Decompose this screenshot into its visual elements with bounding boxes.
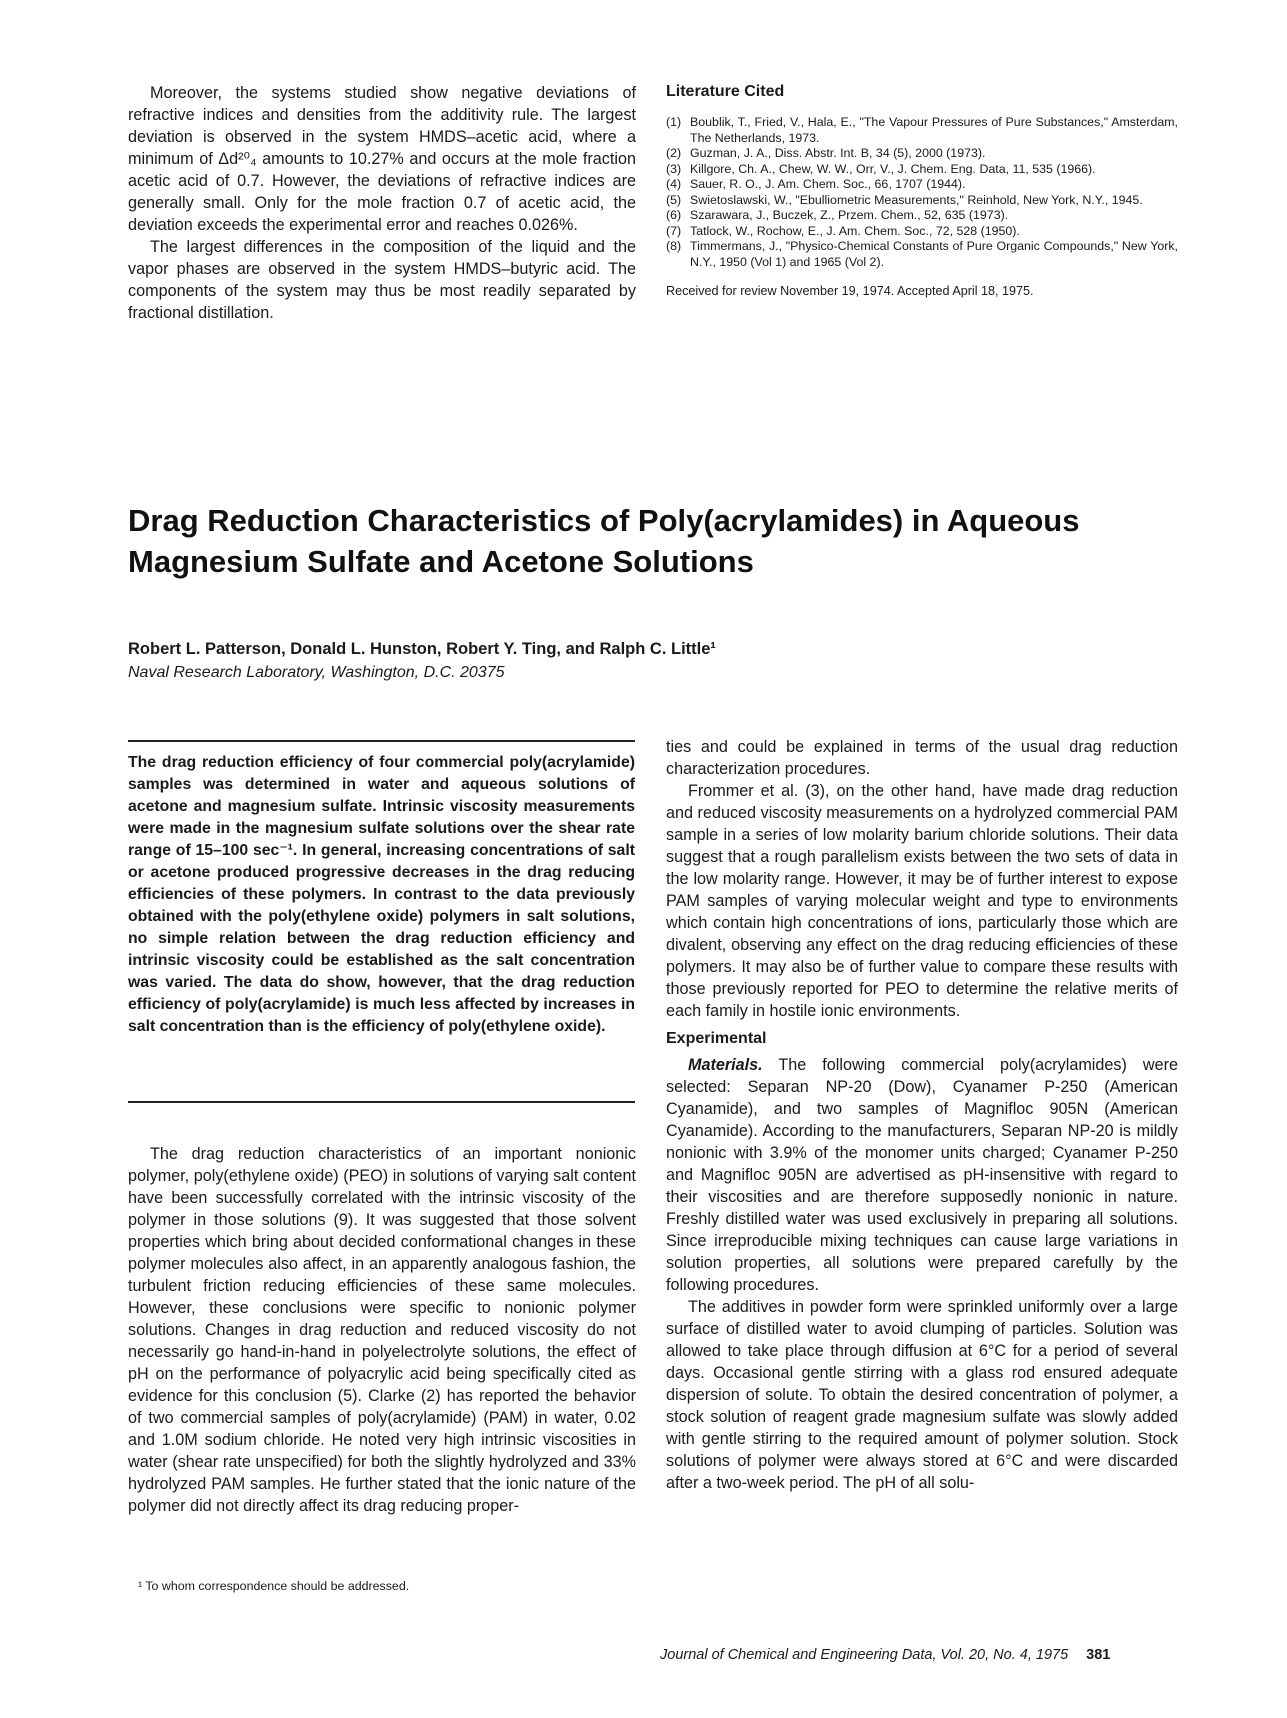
introduction-paragraph: The drag reduction characteristics of an important nonionic polymer, poly(ethylene oxide) (PEO) in solutions of varying salt content have been successfully correlated with the intrinsic viscosity of the polymer in those solutions (9). It was suggested that those solvent properties which bring about decided conformational changes in these polymer molecules also affect, in an apparently analogous fashion, the turbulent friction reducing efficiencies of these same molecules. However, these conclusions were specific to nonionic polymer solutions. Changes in drag reduction and reduced viscosity do not necessarily go hand-in-hand in polyelectrolyte solutions, the effect of pH on the performance of polyacrylic acid being specifically cited as evidence for this conclusion (5). Clarke (2) has reported the behavior of two commercial samples of poly(acrylamide) (PAM) in water, 0.02 and 1.0M sodium chloride. He noted very high intrinsic viscosities in water (shear rate unspecified) for both the slightly hydrolyzed and 33% hydrolyzed PAM samples. He further stated that the ionic nature of the polymer did not directly affect its drag reducing proper- [128,1145,636,1515]
abstract-bottom-rule [128,1101,635,1103]
reference-item: (6) Szarawara, J., Buczek, Z., Przem. Chem., 52, 635 (1973). [666,208,1009,222]
reference-item: (5) Swietoslawski, W., "Ebulliometric Measurements," Reinhold, New York, N.Y., 1945. [666,192,1143,207]
right-column-body [666,736,1178,1494]
previous-article-conclusion [128,82,636,324]
affiliation: Naval Research Laboratory, Washington, D.C. 20375 [128,664,505,681]
paragraph: The largest differences in the composition of the liquid and the vapor phases are observed in the system HMDS–butyric acid. The components of the system may thus be most readily separated by fractional distillation. [128,238,636,322]
paragraph: Frommer et al. (3), on the other hand, have made drag reduction and reduced viscosity measurements on a hydrolyzed commercial PAM sample in a series of low molarity barium chloride solutions. Their data suggest that a rough parallelism exists between the two sets of data in the low molarity range. However, it may be of further interest to expose PAM samples of varying molecular weight and type to environments which contain high concentrations of ions, particularly those which are divalent, observing any effect on the drag reducing efficiencies of these polymers. It may also be of further value to compare these results with those previously reported for PEO to determine the relative merits of each family in hostile ionic environments. [666,782,1178,1020]
reference-item: (3) Killgore, Ch. A., Chew, W. W., Orr, V., J. Chem. Eng. Data, 11, 535 (1966). [666,161,1096,176]
author-list: Robert L. Patterson, Donald L. Hunston, Robert Y. Ting, and Ralph C. Little¹ [128,640,716,658]
footnote: ¹ To whom correspondence should be addressed. [138,1579,410,1593]
received-date: Received for review November 19, 1974. Accepted April 18, 1975. [666,284,1034,298]
page-footer [660,1647,1110,1663]
abstract-top-rule [128,740,635,742]
journal-citation: Journal of Chemical and Engineering Data, Vol. 20, No. 4, 1975 [660,1647,1069,1663]
reference-item: (1) Boublik, T., Fried, V., Hala, E., "The Vapour Pressures of Pure Substances," Amsterdam, The Netherlands, 1973. [666,115,1178,145]
paragraph: ties and could be explained in terms of the usual drag reduction characterization procedures. [666,738,1178,778]
materials-paragraph [666,1054,1178,1296]
materials-text: The following commercial poly(acrylamides) were selected: Separan NP-20 (Dow), Cyanamer P-250 (American Cyanamide), and two samples of Magnifloc 905N (American Cyanamide). According to the manufacturers, Separan NP-20 is mildly nonionic with 3.9% of the monomer units charged; Cyanamer P-250 and Magnifloc 905N are advertised as pH-insensitive with regard to their viscosities and are therefore supposedly nonionic in nature. Freshly distilled water was used exclusively in preparing all solutions. Since irreproducible mixing techniques can cause large variations in solution properties, all solutions were prepared carefully by the following procedures. [666,1056,1178,1294]
article-title: Drag Reduction Characteristics of Poly(acrylamides) in Aqueous Magnesium Sulfate and Acetone Solutions [128,503,1080,579]
abstract: The drag reduction efficiency of four commercial poly(acrylamide) samples was determined in water and aqueous solutions of acetone and magnesium sulfate. Intrinsic viscosity measurements were made in the magnesium sulfate solutions over the shear rate range of 15–100 sec⁻¹. In general, increasing concentrations of salt or acetone produced progressive decreases in the drag reducing efficiencies of these polymers. In contrast to the data previously obtained with the poly(ethylene oxide) polymers in salt solutions, no simple relation between the drag reduction efficiency and intrinsic viscosity could be established as the salt concentration was varied. The data do show, however, that the drag reduction efficiency of poly(acrylamide) is much less affected by increases in salt concentration than is the efficiency of poly(ethylene oxide). [128,754,635,1035]
reference-item: (7) Tatlock, W., Rochow, E., J. Am. Chem. Soc., 72, 528 (1950). [666,223,1020,238]
reference-list [666,115,1178,270]
reference-item: (2) Guzman, J. A., Diss. Abstr. Int. B, 34 (5), 2000 (1973). [666,146,986,160]
reference-item: (4) Sauer, R. O., J. Am. Chem. Soc., 66, 1707 (1944). [666,177,966,191]
left-column-body [128,1143,636,1517]
paragraph: The additives in powder form were sprinkled uniformly over a large surface of distilled water to avoid clumping of particles. Solution was allowed to take place through diffusion at 6°C for a period of several days. Occasional gentle stirring with a glass rod ensured adequate dispersion of solute. To obtain the desired concentration of polymer, a stock solution of reagent grade magnesium sulfate was slowly added with gentle stirring to the required amount of polymer solution. Stock solutions of polymer were always stored at 6°C and were discarded after a two-week period. The pH of all solu- [666,1298,1178,1492]
paragraph: Moreover, the systems studied show negative deviations of refractive indices and densities from the additivity rule. The largest deviation is observed in the system HMDS–acetic acid, where a minimum of Δd²⁰₄ amounts to 10.27% and occurs at the mole fraction acetic acid of 0.7. However, the deviations of refractive indices are generally small. Only for the mole fraction 0.7 of acetic acid, the deviation exceeds the experimental error and reaches 0.026%. [128,84,636,234]
experimental-heading: Experimental [666,1030,767,1047]
reference-item: (8) Timmermans, J., "Physico-Chemical Constants of Pure Organic Compounds," New York, N.Y., 1950 (Vol 1) and 1965 (Vol 2). [666,239,1178,269]
materials-runin-heading: Materials. [688,1056,763,1074]
literature-cited [666,83,1178,298]
literature-cited-heading: Literature Cited [666,83,785,100]
page-number: 381 [1086,1647,1111,1663]
